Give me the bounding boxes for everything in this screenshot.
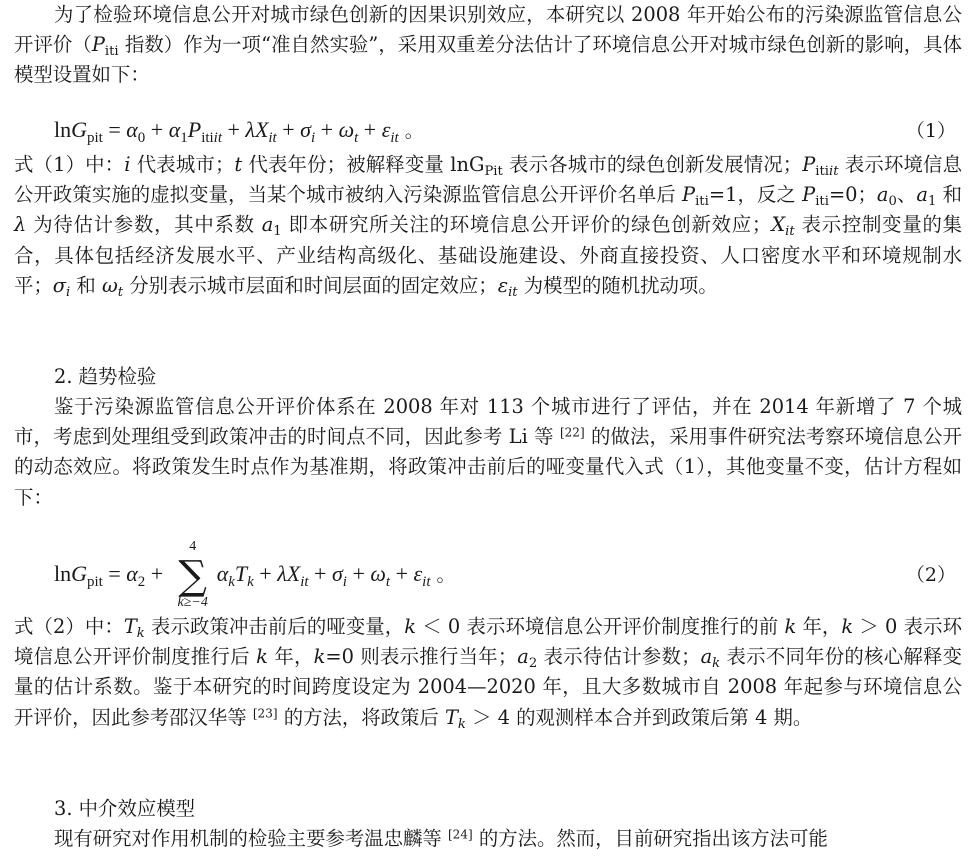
math-var: ω (101, 273, 118, 297)
math-var: α (126, 117, 138, 142)
math-subscript: 2 (528, 656, 538, 672)
math-subscript (815, 164, 838, 179)
math-var: ω (338, 117, 355, 142)
math-subscript: 2 (137, 573, 146, 590)
math-var: ε (497, 273, 509, 297)
math-subscript: 1 (927, 194, 937, 210)
text-run: 分别表示城市层面和时间层面的固定效应； (123, 273, 498, 297)
math-var: σ (300, 117, 311, 142)
math-var: α (216, 561, 229, 587)
math-op: = (102, 561, 127, 587)
math-op: + (253, 561, 278, 587)
math-op: + (276, 117, 301, 142)
math-var: a (261, 213, 274, 237)
math-var: a (916, 183, 928, 207)
text-run: 的做法，采用事件研究法考察环境信息公开的动态效应。将政策发生时点作为基准期，将政策冲击前后的哑变量代入式（1），其他变量不变，估计方程如下： (14, 425, 962, 509)
text-run: 为了检验环境信息公开对城市绿色创新的因果识别效应，本研究以 2008 年开始公布的污染源监管信息公开评价（ (14, 3, 962, 57)
math-var: X (286, 561, 301, 587)
math-subscript-italic: it (829, 164, 839, 180)
math-subscript: i (342, 573, 347, 590)
text-run: =1，反之 (708, 183, 803, 207)
math-subscript: it (422, 573, 431, 590)
math-subscript: 1 (180, 129, 188, 146)
text-run: 现有研究对作用机制的检验主要参考温忠麟等 (54, 827, 448, 850)
summation-upper-limit: 4 (189, 539, 197, 554)
math-var: α (126, 561, 138, 587)
text-run: 式（1）中： (14, 153, 125, 176)
math-var: G (71, 561, 88, 587)
math-var: P (682, 183, 696, 207)
math-var: k (313, 645, 326, 669)
math-subscript: pit (87, 573, 103, 590)
math-subscript: 0 (137, 129, 146, 146)
math-var: ε (381, 117, 391, 142)
math-var: λ (277, 561, 287, 587)
text-run: 为模型的随机扰动项。 (517, 273, 718, 297)
math-op: + (221, 117, 246, 142)
citation-ref: [22] (559, 425, 585, 440)
section-heading-trend-test: 2. 趋势检验 (54, 365, 157, 388)
section-heading-mediation-model: 3. 中介效应模型 (54, 797, 196, 820)
math-subscript: it (390, 129, 399, 146)
text-run: 和 (936, 183, 963, 207)
math-var: λ (14, 213, 27, 237)
math-subscript: t (354, 129, 359, 146)
text-run: ＞ 4 的观测样本合并到政策后第 4 期。 (465, 705, 813, 729)
summation-symbol: ∑ (178, 553, 207, 599)
summation (169, 539, 217, 610)
math-var: P (802, 183, 816, 207)
math-subscript: t (117, 285, 124, 301)
math-op: + (358, 117, 382, 142)
math-var: k (784, 615, 797, 638)
math-subscript: k (228, 573, 235, 590)
math-subscript: iti (695, 194, 709, 210)
equation-1-expression (54, 116, 424, 146)
math-var: λ (245, 117, 255, 142)
math-var: P (91, 33, 105, 57)
math-op: 。 (398, 120, 424, 142)
math-subscript: k (457, 716, 466, 732)
math-subscript (201, 130, 222, 146)
text-run: 表示不同年份的核心解释变量的估计系数。鉴于本研究的时间跨度设定为 2004—2020 年，且大多数城市自 2008 年起参与环境信息公开评价，因此参考邵汉华等 (14, 645, 963, 729)
math-var: P (802, 153, 816, 176)
math-op: ln (54, 117, 72, 142)
equation-2 (14, 539, 962, 610)
math-var: k (841, 615, 854, 638)
math-var: ε (413, 561, 423, 587)
math-subscript: k (136, 626, 145, 642)
math-var: P (187, 117, 202, 142)
math-var: σ (52, 273, 67, 297)
math-var: T (234, 561, 248, 587)
text-run: 年， (796, 615, 842, 638)
text-run: 的方法。然而，目前研究指出该方法可能 (472, 827, 828, 850)
math-var: G (71, 117, 88, 142)
equation-2-expression (54, 539, 456, 610)
math-subscript: it (785, 224, 795, 240)
math-var: t (234, 153, 243, 176)
math-op: + (145, 561, 169, 587)
math-var: k (256, 645, 268, 669)
math-subscript: it (300, 573, 309, 590)
text-run: 表示控制变量的集合，具体包括经济发展水平、产业结构高级化、基础设施建设、外商直接投资、人口密度水平和环境规制水平； (14, 213, 962, 297)
equation-number: （1） (905, 120, 956, 142)
text-run: 表示待估计参数； (537, 645, 701, 669)
math-var: α (168, 117, 181, 142)
summation-lower-limit: k≥−4 (177, 595, 208, 610)
text-run: 为待估计参数，其中系数 (26, 213, 262, 237)
explanation-paragraph-1 (14, 150, 962, 301)
math-subscript-roman: iti (815, 164, 830, 180)
math-subscript: i (310, 129, 316, 146)
math-var: k (404, 615, 417, 638)
trend-test-paragraph (14, 392, 962, 513)
math-var: a (517, 645, 529, 669)
text-run: 、 (896, 183, 917, 207)
text-run: 代表年份；被解释变量 lnG (242, 153, 485, 176)
math-op: 。 (430, 564, 456, 587)
math-subscript: i (66, 285, 71, 301)
math-subscript: iti (815, 194, 829, 210)
text-run: 年， (267, 645, 314, 669)
intro-paragraph (14, 0, 962, 91)
text-run: ＞ 0 表示环境信息公开评价制度推行后 (14, 615, 962, 669)
math-op: + (308, 561, 332, 587)
math-subscript: k (712, 656, 721, 672)
text-run: 指数）作为一项“准自然实验”，采用双重差分法估计了环境信息公开对城市绿色创新的影响，具体模型设置如下： (14, 33, 963, 87)
math-var: T (123, 615, 137, 638)
math-var: i (124, 153, 131, 176)
math-subscript-italic: it (213, 129, 222, 146)
equation-number: （2） (905, 564, 956, 586)
text-run: =0； (828, 183, 877, 207)
math-subscript: 0 (888, 194, 897, 210)
math-op: + (145, 117, 169, 142)
equation-1 (14, 116, 962, 148)
math-subscript: Pit (484, 164, 503, 180)
text-run: 的方法，将政策后 (277, 705, 445, 729)
math-var: ω (370, 561, 386, 587)
math-op: = (102, 117, 127, 142)
text-run: =0 则表示推行当年； (325, 645, 518, 669)
text-run: 鉴于污染源监管信息公开评价体系在 2008 年对 113 个城市进行了评估，并在 2014 年新增了 7 个城市，考虑到处理组受到政策冲击的时间点不同，因此参考 Li 等 (14, 395, 962, 449)
text-run: 表示政策冲击前后的哑变量， (144, 615, 405, 638)
math-var: σ (331, 561, 343, 587)
math-var: a (700, 645, 713, 669)
text-run: 即本研究所关注的环境信息公开评价的绿色创新效应； (281, 213, 772, 237)
math-subscript: it (268, 129, 277, 146)
math-op: + (315, 117, 339, 142)
text-run: 表示各城市的绿色创新发展情况； (502, 153, 803, 176)
mediation-paragraph (14, 824, 962, 854)
explanation-paragraph-2 (14, 612, 962, 733)
math-var: a (876, 183, 889, 207)
math-subscript: iti (104, 44, 119, 60)
text-run: 表示环境信息公开政策实施的虚拟变量，当某个城市被纳入污染源监管信息公开评价名单后 (14, 153, 962, 207)
math-op: ln (54, 561, 72, 587)
math-subscript: it (508, 285, 518, 301)
math-subscript-roman: iti (201, 129, 214, 146)
math-op: + (346, 561, 371, 587)
math-var: X (254, 117, 269, 142)
math-var: T (444, 705, 458, 729)
citation-ref: [24] (447, 827, 473, 842)
text-run: ＜ 0 表示环境信息公开评价制度推行的前 (416, 615, 785, 638)
text-run: 式（2）中： (14, 615, 124, 638)
citation-ref: [23] (252, 706, 278, 720)
math-op: + (390, 561, 414, 587)
math-var: X (771, 213, 786, 237)
text-run: 代表城市； (130, 153, 235, 176)
math-subscript: t (385, 573, 391, 590)
math-subscript: k (247, 573, 254, 590)
text-run: 和 (70, 273, 102, 297)
math-subscript: 1 (273, 224, 282, 240)
math-subscript: pit (87, 129, 103, 146)
